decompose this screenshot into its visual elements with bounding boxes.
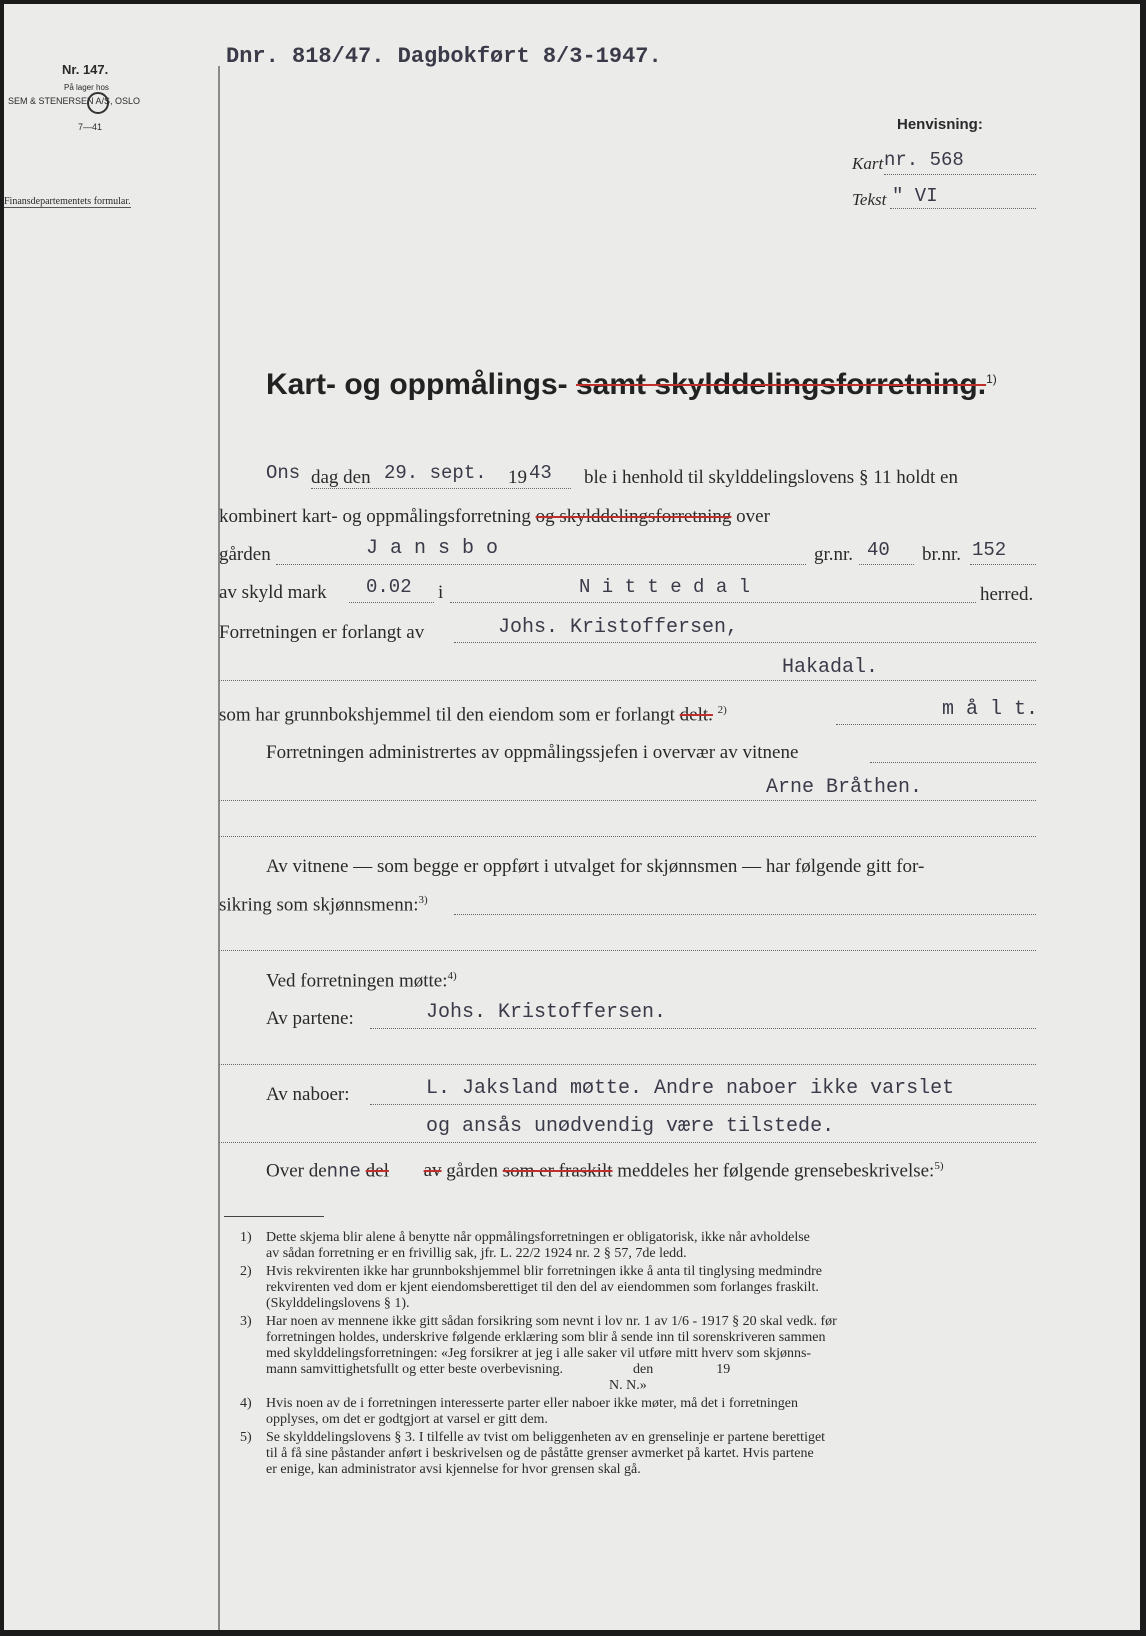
- margin-rule: [218, 66, 220, 1630]
- l2-struck: og skylddelingsforretning: [535, 506, 732, 527]
- footnote-5: 5) Se skylddelingslovens § 3. I tilfelle av tvist om beliggenheten av en grenselinje er partene berettiget til å få sine påstander anført i beskrivelsen og de påståtte grenser avmerket på kartet. Hvis partene er enige, kan administrator avsi kjennelse for hvor grensen skal gå.: [240, 1430, 826, 1477]
- document-page: [4, 4, 1140, 1630]
- partene-label: Av partene:: [266, 1008, 354, 1029]
- admin-dotline: [870, 762, 1036, 763]
- map-value: nr. 568: [884, 149, 964, 171]
- grunnbok-dotline: [836, 724, 1036, 725]
- year-hand: 43: [529, 462, 552, 484]
- l1-text: ble i henhold til skylddelingslovens § 11 holdt en: [584, 467, 958, 488]
- admin-text: Forretningen administrertes av oppmålingssjefen i overvær av vitnene: [266, 742, 799, 763]
- naboer-dotline-1: [370, 1104, 1036, 1105]
- year-prefix: 19: [508, 467, 527, 488]
- map-label: Kart: [852, 154, 884, 173]
- requested-place: Hakadal.: [782, 656, 879, 679]
- blank-dotline-2: [219, 950, 1036, 951]
- requested-value: Johs. Kristoffersen,: [498, 616, 739, 639]
- form-number: Nr. 147.: [62, 62, 109, 77]
- department-label: Finansdepartementets formular.: [4, 196, 131, 207]
- title-part1: Kart- og oppmålings-: [266, 368, 568, 401]
- grunnbok-struck: delt.: [679, 704, 713, 726]
- grnr-dotline: [859, 564, 914, 565]
- vitner-text1: Av vitnene — som begge er oppført i utvalget for skjønnsmen — har følgende gitt for-: [266, 856, 925, 877]
- farm-value: J a n s b o: [366, 537, 499, 560]
- skyld-i: i: [438, 582, 444, 603]
- text-label: Tekst: [852, 190, 887, 209]
- printer-line1: På lager hos: [64, 83, 109, 92]
- witness-value: Arne Bråthen.: [766, 776, 923, 799]
- printer-date: 7—41: [78, 122, 103, 132]
- skyld-dotline: [349, 602, 434, 603]
- reference-label: Henvisning:: [897, 116, 983, 133]
- naboer-value1: L. Jaksland møtte. Andre naboer ikke varslet: [426, 1077, 955, 1100]
- partene-value: Johs. Kristoffersen.: [426, 1001, 667, 1024]
- map-dotline: [884, 174, 1036, 175]
- grunnbok-text: som har grunnbokshjemmel til den eiendom som er forlangt delt. $^{2)}$: [219, 704, 727, 726]
- vitner-dotline: [454, 914, 1036, 915]
- over-line: Over denne del av gården som er fraskilt meddeles her følgende grensebeskrivelse:$^{5)}$: [266, 1160, 944, 1183]
- farm-dotline: [276, 564, 806, 565]
- l1-dotline: [311, 488, 571, 489]
- brnr-dotline: [970, 564, 1036, 565]
- footnote-4: 4) Hvis noen av de i forretningen interesserte parter eller naboer ikke møter, må det i forretningen opplyses, om det er godtgjort at varsel er gitt dem.: [240, 1396, 799, 1427]
- document-title: [266, 368, 997, 402]
- weekday-hand: Ons: [266, 462, 301, 484]
- requested-label: Forretningen er forlangt av: [219, 622, 425, 643]
- over-hand: nne: [326, 1160, 361, 1183]
- herred-label: herred.: [980, 584, 1034, 605]
- partene-dotline: [370, 1028, 1036, 1029]
- brnr-value: 152: [972, 539, 1007, 561]
- footnote-3: 3) Har noen av mennene ikke gitt sådan forsikring som nevnt i lov nr. 1 av 1/6 - 1917 § 20 skal vedk. før forretningen holdes, underskrive følgende erklæring som blir å sende inn til sorenskriveren sammen med skylddelingsforretningen: «Jeg forsikrer at jeg i alle saker vil utføre mitt hverv som skjønns- mann samvittighetsfullt og etter beste overbevisning. den 19 N. N.»: [240, 1314, 837, 1393]
- footnote-2: 2) Hvis rekvirenten ikke har grunnbokshjemmel blir forretningen ikke å anta til tinglysing medmindre rekvirenten ved dom er kjent eiendomsberettiget til den del av eiendommen som forlanges fraskilt. (Skylddelingslovens § 1).: [240, 1264, 822, 1311]
- date-hand: 29. sept.: [384, 462, 487, 484]
- skyld-value: 0.02: [366, 576, 412, 598]
- dag-text: dag den: [311, 467, 371, 488]
- place-dotline: [219, 680, 1036, 681]
- requested-dotline: [454, 642, 1036, 643]
- naboer-label: Av naboer:: [266, 1084, 350, 1105]
- blank-dotline-1: [219, 836, 1036, 837]
- text-value: " VI: [892, 185, 938, 207]
- l2-text: kombinert kart- og oppmålingsforretning og skylddelingsforretning over: [219, 506, 770, 527]
- footnote-1: 1) Dette skjema blir alene å benytte når oppmålingsforretningen er obligatorisk, ikke når avholdelse av sådan forretning er en frivillig sak, jfr. L. 22/2 1924 nr. 2 § 57, 7de ledd.: [240, 1230, 810, 1261]
- title-part2-struck: samt skylddelingsforretning.: [576, 368, 987, 401]
- vitner-text2: sikring som skjønnsmenn:$^{3)}$: [219, 894, 428, 916]
- farm-label: gården: [219, 544, 271, 565]
- footnote-rule: [224, 1216, 324, 1217]
- naboer-dotline-2: [219, 1142, 1036, 1143]
- naboer-value2: og ansås unødvendig være tilstede.: [426, 1115, 835, 1138]
- herred-value: N i t t e d a l: [579, 576, 751, 598]
- grnr-value: 40: [867, 539, 890, 561]
- title-footnote-mark: 1): [986, 372, 997, 386]
- mote-text: Ved forretningen møtte:$^{4)}$: [266, 970, 457, 992]
- printer-line2: SEM & STENERSEN A/S, OSLO: [8, 96, 141, 106]
- witness-dotline: [219, 800, 1036, 801]
- skyld-label: av skyld mark: [219, 582, 327, 603]
- text-dotline: [890, 208, 1036, 209]
- herred-dotline: [450, 602, 976, 603]
- grunnbok-value: m å l t.: [942, 698, 1039, 721]
- registration-stamp: Dnr. 818/47. Dagbokført 8/3-1947.: [226, 44, 662, 69]
- brnr-label: br.nr.: [922, 544, 962, 565]
- grnr-label: gr.nr.: [814, 544, 854, 565]
- blank-dotline-3: [219, 1064, 1036, 1065]
